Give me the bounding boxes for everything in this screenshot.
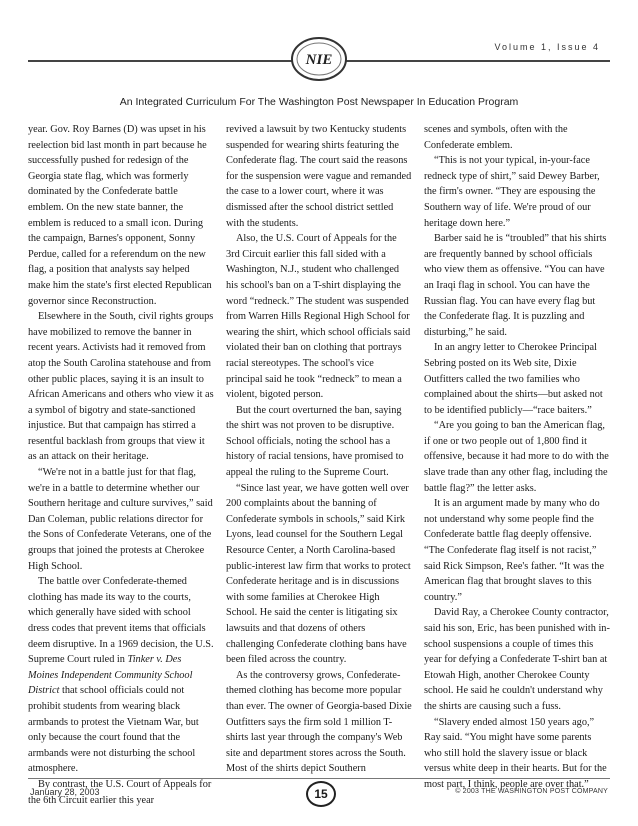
paragraph: scenes and symbols, often with the Confederate emblem.: [424, 124, 568, 151]
page-number: 15: [306, 781, 336, 807]
paragraph: “Slavery ended almost 150 years ago,” Ray said. “You might have some parents who still hold the slavery issue or black versus white deep in their hearts. But for the most part, I think, people are over that.”: [424, 716, 607, 790]
paragraph: “We're not in a battle just for that flag, we're in a battle to determine whether our Southern heritage and culture survives,” said Dan Coleman, public relations director for the Sons of Confederate Veterans, one of the groups that joined the protests at Cherokee High School.: [28, 467, 213, 572]
paragraph: Also, the U.S. Court of Appeals for the 3rd Circuit earlier this fall sided with a Washington, N.J., student who challenged his school's ban on a T-shirt displaying the word “redneck.” The student was suspended from Warren Hills Regional High School for wearing the shirt, which school officials said violated their ban on clothing that portrays racial stereotypes. The school's vice principal said he took “redneck” to mean a violent, bigoted person.: [226, 233, 411, 401]
paragraph-text: The battle over Confederate-themed clothing has made its way to the courts, which generally have sided with school dress codes that prevent items that officials deem disruptive. In a 1969 decision, the U.S. Supreme Court ruled in: [28, 576, 214, 666]
paragraph: In an angry letter to Cherokee Principal Sebring posted on its Web site, Dixie Outfitters called the two families who complained about the shirts—but asked not to be identified publicly—“race baiters.”: [424, 342, 603, 416]
footer-rule: [28, 778, 610, 779]
issue-label: Volume 1, Issue 4: [494, 42, 600, 52]
paragraph: Elsewhere in the South, civil rights groups have mobilized to remove the banner in recent years. Activists had it removed from atop the South Carolina statehouse and from other public places, saying it is an insult to African Americans and others who view it as a symbol of bigotry and state-sanctioned injustice. But that campaign has stirred a resentful backlash from groups that view it as an attack on their heritage.: [28, 311, 214, 463]
paragraph: “Are you going to ban the American flag, if one or two people out of 1,800 find it offensive, because it had more to do with the slave trade than any other flag, including the battle flag?” the letter asks.: [424, 420, 609, 494]
paragraph: “Since last year, we have gotten well over 200 complaints about the banning of Confederate symbols in schools,” said Kirk Lyons, lead counsel for the Southern Legal Resource Center, a North Carolina-based public-interest law firm that works to protect Confederate heritage and is in discussions with some families at Cherokee High School. He said the center is litigating six lawsuits and that dozens of others challenging Confederate clothing bans have been filed across the country.: [226, 482, 411, 666]
paragraph: Barber said he is “troubled” that his shirts are frequently banned by school officials who view them as offensive. “You can have an Iraqi flag in school. You can have the Russian flag. You can have every flag but the Confederate flag. It is puzzling and disturbing,” he said.: [424, 233, 607, 338]
column-3: [424, 122, 610, 790]
nie-logo-icon: [290, 36, 348, 82]
copyright-notice: © 2003 THE WASHINGTON POST COMPANY: [455, 788, 608, 795]
paragraph: revived a lawsuit by two Kentucky students suspended for wearing shirts featuring the Confederate flag. The court said the reasons for the suspension were vague and remanded the case to a lower court, where it was dismissed after the school district settled with the students.: [226, 124, 412, 229]
program-tagline: An Integrated Curriculum For The Washington Post Newspaper In Education Program: [119, 96, 519, 108]
publication-date: January 28, 2003: [30, 787, 100, 797]
paragraph: year. Gov. Roy Barnes (D) was upset in his reelection bid last month in part because he successfully pushed for redesign of the Georgia state flag, which was formerly dominated by the Confederate battle emblem. On the new state banner, the emblem is reduced to a small icon. During the campaign, Barnes's opponent, Sonny Perdue, called for a referendum on the new flag, a position that analysts say helped make him the state's first elected Republican governor since Reconstruction.: [28, 124, 212, 307]
paragraph: But the court overturned the ban, saying the shirt was not proven to be disruptive. School officials, noting the school has a history of racial tensions, have promised to appeal the ruling to the Supreme Court.: [226, 404, 404, 479]
paragraph: [28, 574, 214, 777]
paragraph: By contrast, the U.S. Court of Appeals for the 6th Circuit earlier this year: [28, 778, 212, 806]
paragraph: “This is not your typical, in-your-face redneck type of shirt,” said Dewey Barber, the firm's owner. “They are espousing the Southern way of life. We're proud of our heritage down here.”: [424, 155, 600, 229]
paragraph: It is an argument made by many who do not understand why some people find the Confederate battle flag deeply offensive. “The Confederate flag itself is not racist,” said Rick Simpson, Ree's father. “It was the American flag that brought slaves to this country.”: [424, 498, 605, 603]
paragraph: As the controversy grows, Confederate-themed clothing has become more popular than ever. The owner of Georgia-based Dixie Outfitters says the firm sold 1 million T-shirts last year through the company's Web site and department stores across the South. Most of the shirts depict Southern: [226, 669, 412, 775]
paragraph-text: that school officials could not prohibit students from wearing black armbands to protest the Vietnam War, but only because the court found that the armbands were not disturbing the school atmosphere.: [28, 685, 199, 775]
logo-text: NIE: [305, 52, 333, 68]
paragraph: David Ray, a Cherokee County contractor, said his son, Eric, has been punished with in-school suspensions a couple of times this year for defying a Confederate T-shirt ban at Etowah High, another Cherokee County school. He said he couldn't understand why the shirts are causing such a fuss.: [424, 607, 610, 712]
case-name: Tinker v. Des Moines Independent Community School District: [28, 654, 193, 697]
column-2: [226, 122, 412, 775]
